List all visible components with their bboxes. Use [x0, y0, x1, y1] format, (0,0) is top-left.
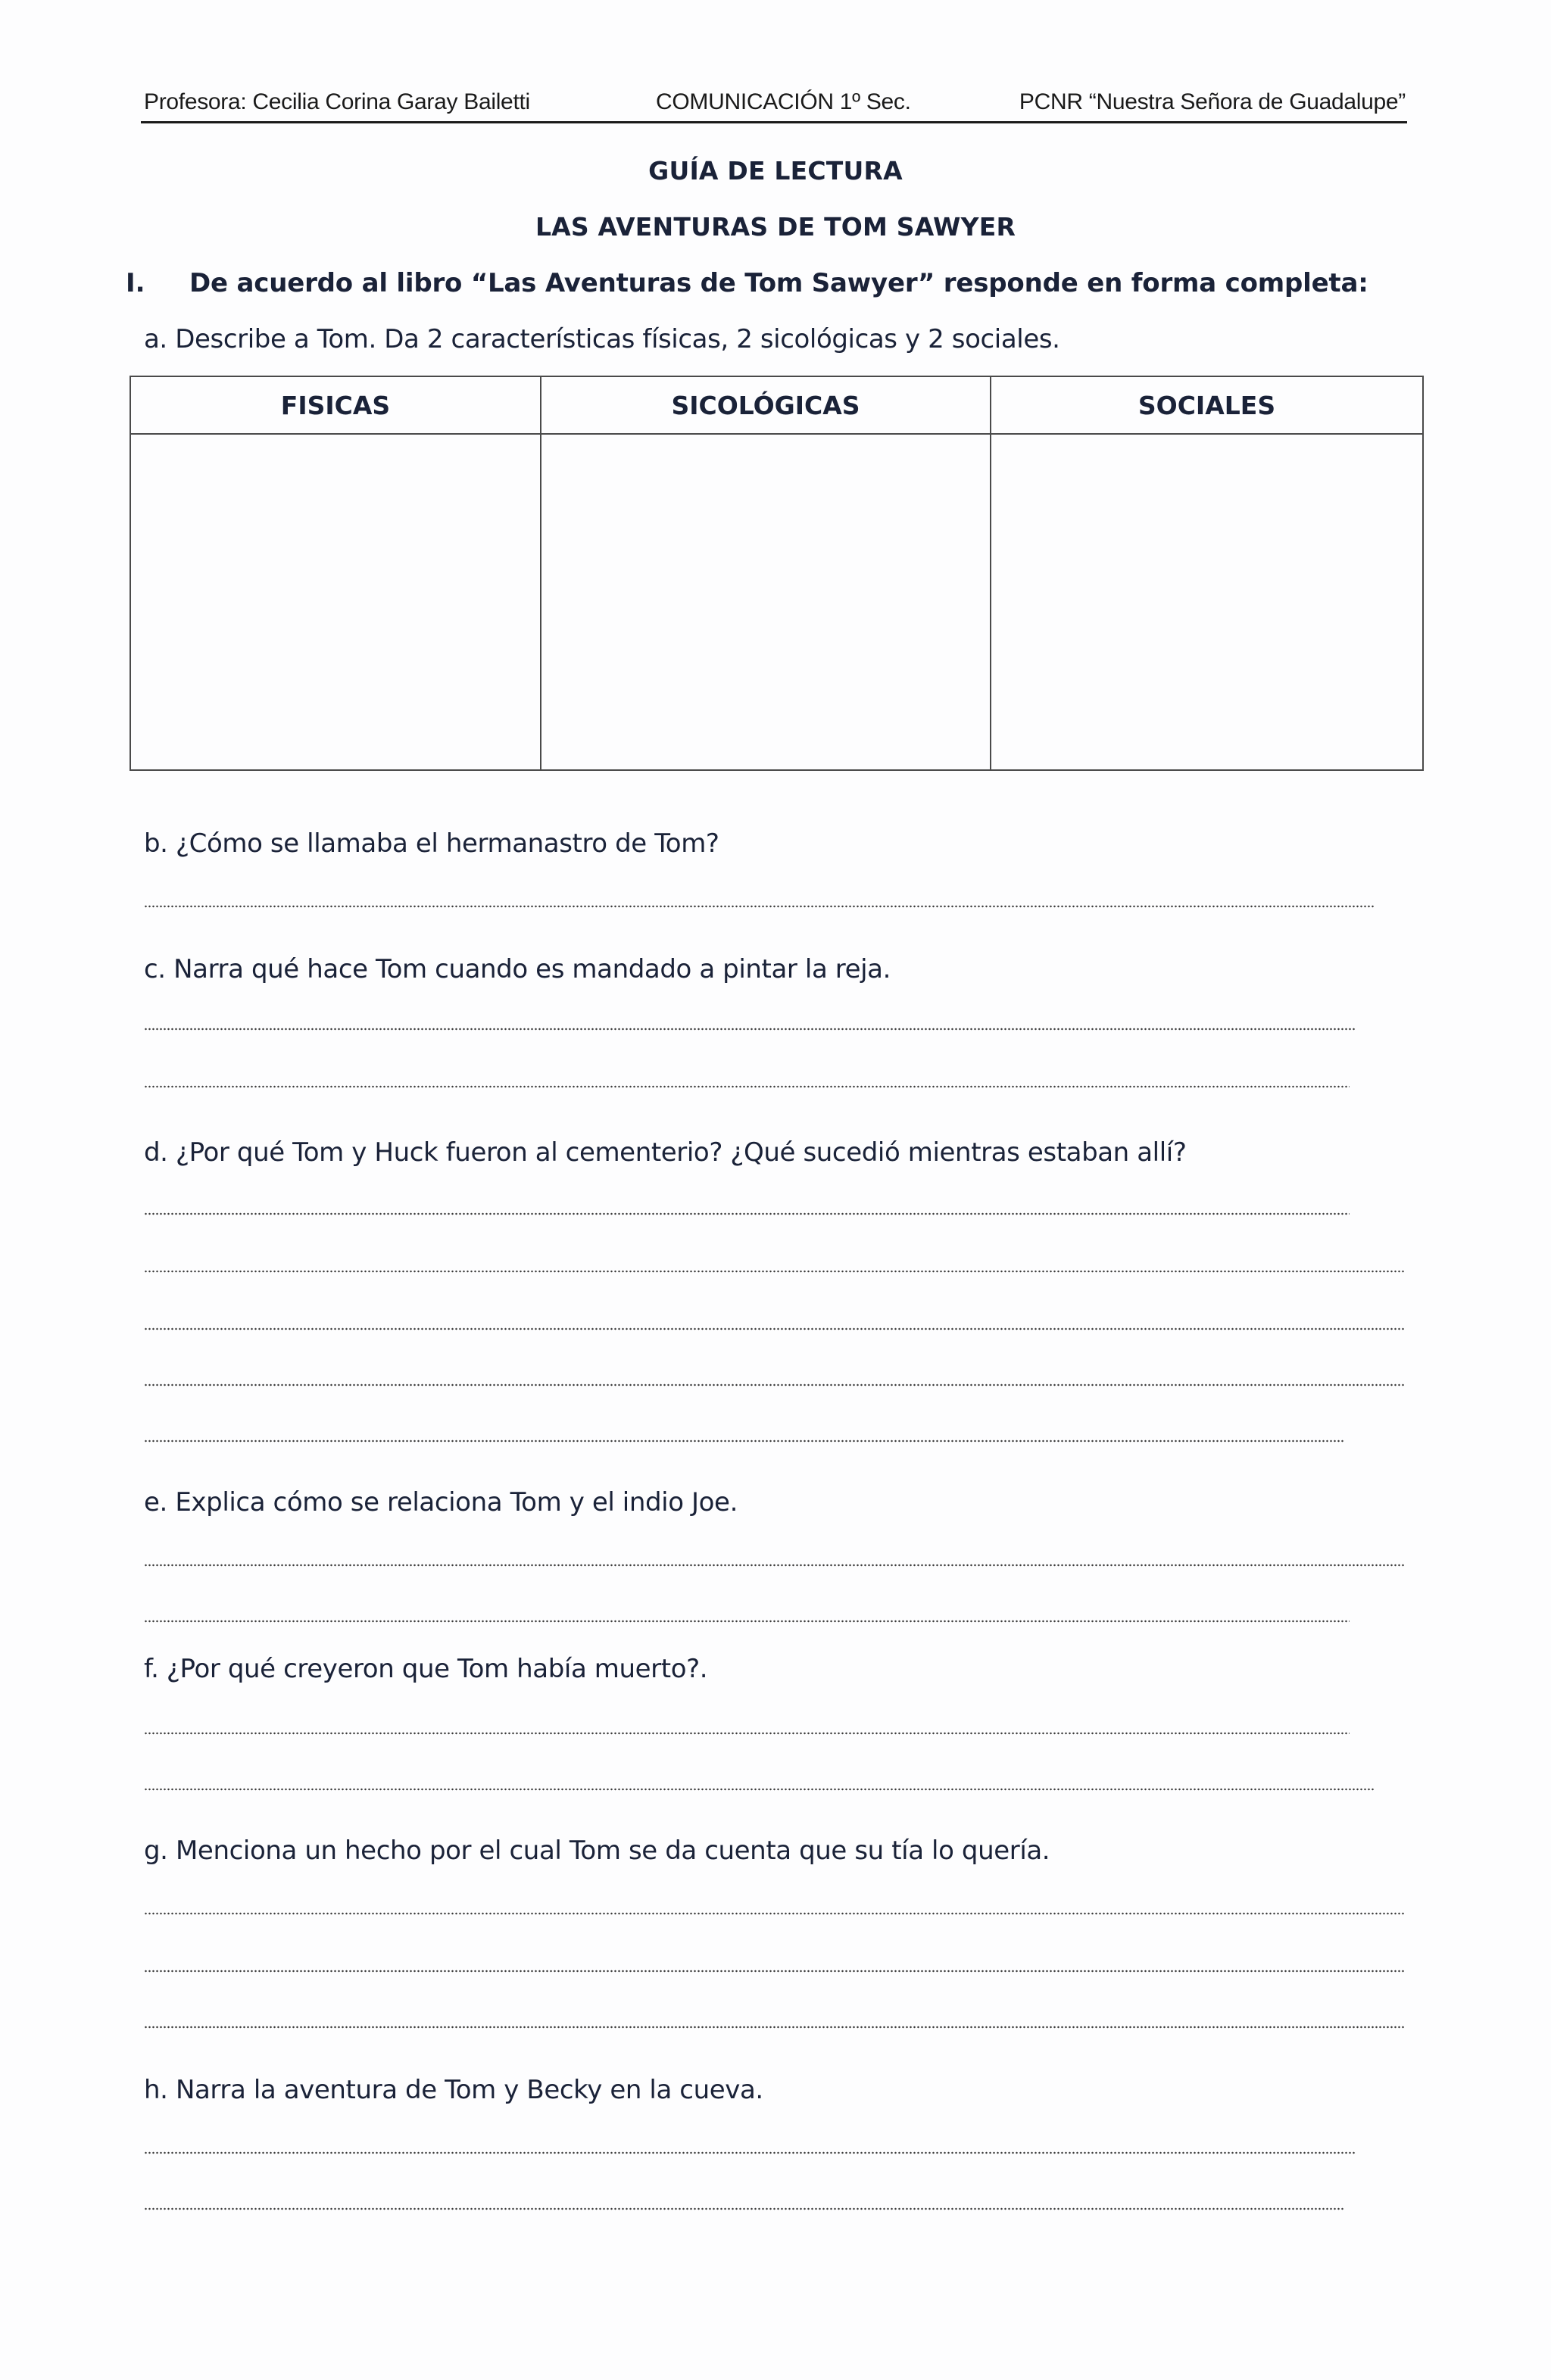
question-g: g. Menciona un hecho por el cual Tom se da cuenta que su tía lo quería.	[144, 1836, 1050, 1866]
question-c: c. Narra qué hace Tom cuando es mandado a pintar la reja.	[144, 954, 891, 984]
answer-line[interactable]	[144, 2207, 1343, 2211]
question-a: a. Describe a Tom. Da 2 características físicas, 2 sicológicas y 2 sociales.	[144, 324, 1060, 354]
answer-line[interactable]	[144, 1969, 1404, 1973]
header-divider	[141, 121, 1407, 123]
question-f: f. ¿Por qué creyeron que Tom había muerto?.	[144, 1654, 708, 1684]
answer-line[interactable]	[144, 2151, 1356, 2155]
answer-line[interactable]	[144, 1269, 1404, 1274]
header-fisicas: FISICAS	[130, 376, 541, 434]
characteristics-table	[130, 376, 1424, 771]
answer-line[interactable]	[144, 1787, 1375, 1792]
answer-cell-fisicas[interactable]	[130, 434, 541, 770]
question-e: e. Explica cómo se relaciona Tom y el indio Joe.	[144, 1487, 738, 1518]
teacher-name: Profesora: Cecilia Corina Garay Bailetti	[144, 89, 530, 114]
header-sociales: SOCIALES	[991, 376, 1423, 434]
answer-line[interactable]	[144, 1084, 1350, 1089]
question-b: b. ¿Cómo se llamaba el hermanastro de Tom?	[144, 828, 719, 859]
answer-line[interactable]	[144, 1911, 1404, 1916]
answer-line[interactable]	[144, 1619, 1350, 1624]
answer-line[interactable]	[144, 1563, 1404, 1567]
question-h: h. Narra la aventura de Tom y Becky en la cueva.	[144, 2075, 763, 2105]
answer-line[interactable]	[144, 1327, 1404, 1331]
header-sicologicas: SICOLÓGICAS	[541, 376, 991, 434]
answer-line[interactable]	[144, 904, 1375, 909]
answer-line[interactable]	[144, 1383, 1404, 1387]
school-name: PCNR “Nuestra Señora de Guadalupe”	[1019, 89, 1406, 114]
answer-cell-sociales[interactable]	[991, 434, 1423, 770]
answer-line[interactable]	[144, 1731, 1350, 1736]
answer-cell-sicologicas[interactable]	[541, 434, 991, 770]
answer-line[interactable]	[144, 2025, 1404, 2029]
answer-line[interactable]	[144, 1027, 1356, 1031]
section-number: I.	[126, 268, 145, 298]
answer-line[interactable]	[144, 1212, 1350, 1216]
question-d: d. ¿Por qué Tom y Huck fueron al cementerio? ¿Qué sucedió mientras estaban allí?	[144, 1137, 1187, 1168]
page-header	[141, 89, 1407, 123]
section-instruction: De acuerdo al libro “Las Aventuras de Tom Sawyer” responde en forma completa:	[189, 268, 1368, 298]
book-title: LAS AVENTURAS DE TOM SAWYER	[535, 212, 1016, 242]
document-title: GUÍA DE LECTURA	[648, 156, 903, 186]
course-name: COMUNICACIÓN 1º Sec.	[656, 89, 911, 114]
answer-line[interactable]	[144, 1439, 1343, 1443]
